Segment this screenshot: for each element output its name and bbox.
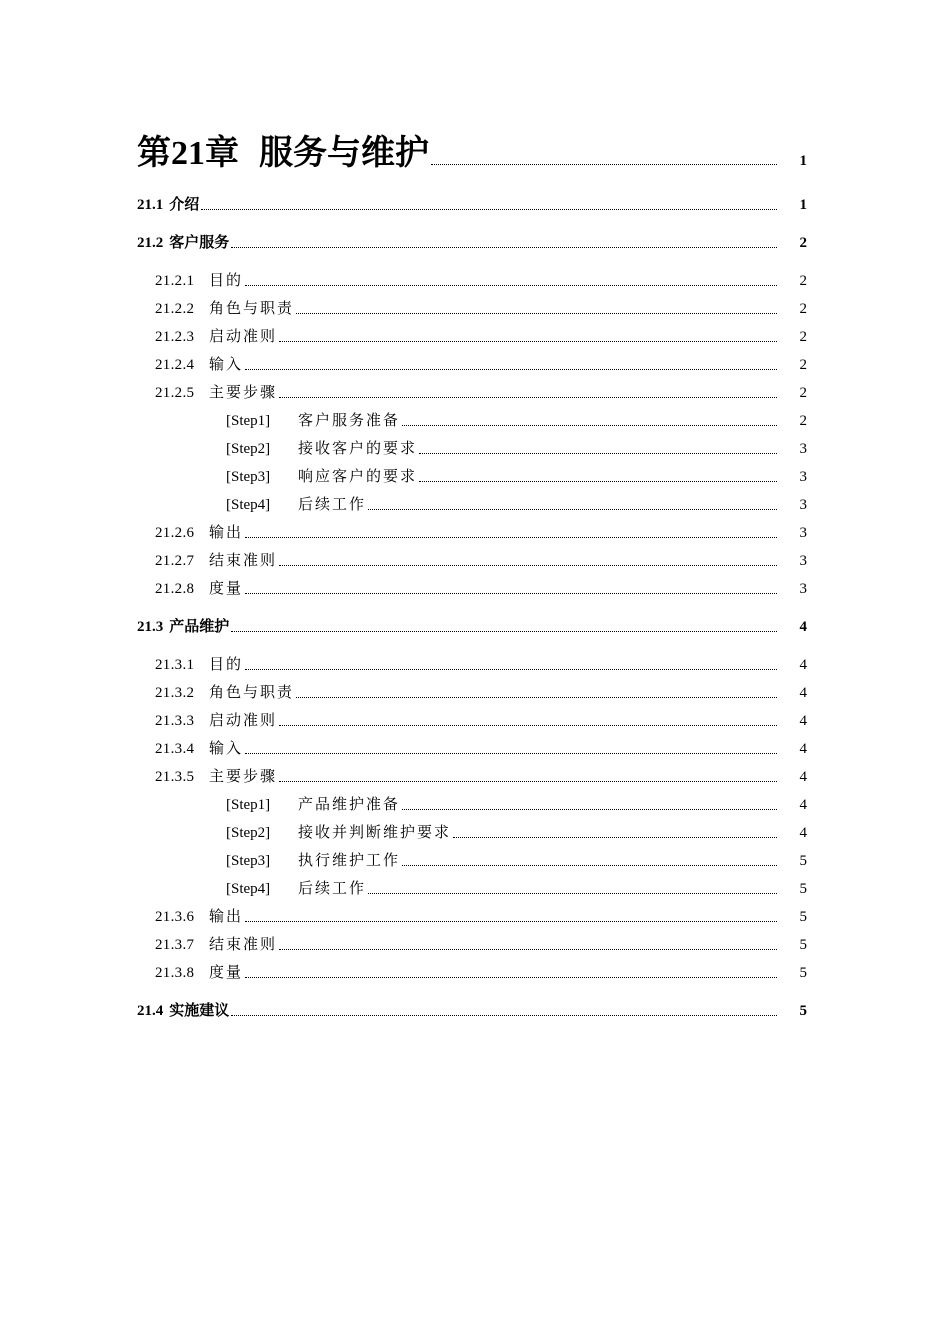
toc-page-number: 3: [799, 469, 807, 485]
toc-entry-sub[interactable]: [137, 680, 807, 702]
toc-entry-title: 度量: [209, 965, 244, 981]
toc-entry-number: 21.2.6: [155, 525, 195, 541]
toc-page-number: 4: [799, 713, 807, 729]
toc-page-number: 4: [799, 797, 807, 813]
toc-entry-sub[interactable]: [137, 576, 807, 598]
toc-entry-step[interactable]: [137, 464, 807, 486]
toc-entry-number: 21.2.1: [155, 273, 195, 289]
toc-entry-step[interactable]: [137, 492, 807, 514]
toc-entry-number: 21.3.5: [155, 769, 195, 785]
toc-entry-number: 21.3.4: [155, 741, 195, 757]
toc-entry-sub[interactable]: [137, 380, 807, 402]
toc-dot-leader: [201, 209, 777, 210]
toc-entry-title: 主要步骤: [209, 385, 278, 401]
toc-dot-leader: [419, 453, 777, 454]
toc-page-number: 4: [799, 657, 807, 673]
toc-page-number: 1: [799, 197, 807, 213]
toc-dot-leader: [231, 1015, 777, 1016]
toc-dot-leader: [245, 593, 777, 594]
toc-entry-sec[interactable]: [137, 192, 807, 214]
toc-entry-number: 21.2.3: [155, 329, 195, 345]
toc-entry-step[interactable]: [137, 820, 807, 842]
toc-entry-title: 介绍: [169, 197, 200, 213]
toc-page-number: 4: [799, 619, 807, 635]
toc-entry-sub[interactable]: [137, 520, 807, 542]
toc-dot-leader: [279, 397, 777, 398]
toc-dot-leader: [279, 949, 777, 950]
toc-dot-leader: [279, 565, 777, 566]
toc-entry-number: 21.3: [137, 619, 164, 635]
toc-dot-leader: [245, 285, 777, 286]
toc-dot-leader: [368, 509, 777, 510]
toc-dot-leader: [279, 781, 777, 782]
toc-page-number: 2: [799, 357, 807, 373]
toc-dot-leader: [419, 481, 777, 482]
toc-page-number: 4: [799, 769, 807, 785]
toc-entry-title: 执行维护工作: [298, 853, 401, 869]
toc-entry-sub[interactable]: [137, 548, 807, 570]
toc-dot-leader: [245, 753, 777, 754]
toc-chapter-title: 服务与维护: [259, 135, 429, 172]
toc-page-number: 1: [799, 153, 807, 169]
toc-page-number: 2: [799, 413, 807, 429]
toc-entry-title: 输出: [209, 525, 244, 541]
toc-entry-sub[interactable]: [137, 352, 807, 374]
toc-entry-number: 21.3.1: [155, 657, 195, 673]
toc-entry-title: 角色与职责: [209, 301, 295, 317]
toc-entry-number: [Step2]: [226, 441, 271, 457]
toc-page-number: 2: [799, 385, 807, 401]
toc-entry-number: 21.2.4: [155, 357, 195, 373]
toc-entry-number: [Step4]: [226, 497, 271, 513]
toc-dot-leader: [245, 537, 777, 538]
toc-entry-title: 后续工作: [298, 881, 367, 897]
toc-entry-number: 21.2.5: [155, 385, 195, 401]
toc-entry-number: [Step3]: [226, 853, 271, 869]
toc-entry-number: 21.2: [137, 235, 164, 251]
toc-dot-leader: [296, 313, 777, 314]
toc-entry-title: 产品维护准备: [298, 797, 401, 813]
toc-entry-title: 客户服务: [169, 235, 230, 251]
toc-page-number: 2: [799, 329, 807, 345]
toc-entry-sub[interactable]: [137, 324, 807, 346]
toc-entry-sub[interactable]: [137, 708, 807, 730]
toc-dot-leader: [245, 921, 777, 922]
toc-dot-leader: [402, 865, 777, 866]
toc-page-number: 2: [799, 235, 807, 251]
toc-page-number: 4: [799, 685, 807, 701]
toc-dot-leader: [279, 341, 777, 342]
toc-page-number: 5: [799, 881, 807, 897]
toc-entry-title: 接收客户的要求: [298, 441, 418, 457]
toc-entry-number: [Step1]: [226, 413, 271, 429]
toc-dot-leader: [431, 164, 777, 165]
toc-entry-number: [Step2]: [226, 825, 271, 841]
toc-entry-title: 输出: [209, 909, 244, 925]
toc-entry-title: 输入: [209, 741, 244, 757]
toc-entry-title: 目的: [209, 657, 244, 673]
toc-entry-number: 21.4: [137, 1003, 164, 1019]
toc-entry-number: 21.3.3: [155, 713, 195, 729]
toc-dot-leader: [402, 809, 777, 810]
toc-page-number: 4: [799, 741, 807, 757]
toc-page-number: 3: [799, 441, 807, 457]
toc-entry-sub[interactable]: [137, 960, 807, 982]
toc-dot-leader: [231, 631, 777, 632]
toc-chapter-number: 第21章: [137, 135, 239, 172]
toc-entry-sub[interactable]: [137, 736, 807, 758]
toc-entry-number: 21.2.7: [155, 553, 195, 569]
toc-entry-title: 输入: [209, 357, 244, 373]
toc-entry-sub[interactable]: [137, 764, 807, 786]
toc-entry-step[interactable]: [137, 848, 807, 870]
toc-dot-leader: [402, 425, 777, 426]
toc-entry-sub[interactable]: [137, 268, 807, 290]
toc-page-number: 3: [799, 553, 807, 569]
toc-page-number: 5: [799, 937, 807, 953]
toc-entry-title: 实施建议: [169, 1003, 230, 1019]
toc-dot-leader: [453, 837, 777, 838]
toc-page-number: 4: [799, 825, 807, 841]
toc-dot-leader: [231, 247, 777, 248]
toc-entry-number: 21.3.2: [155, 685, 195, 701]
toc-entry-number: 21.3.6: [155, 909, 195, 925]
toc-entry-sub[interactable]: [137, 296, 807, 318]
toc-entry-title: 角色与职责: [209, 685, 295, 701]
toc-entry-title: 产品维护: [169, 619, 230, 635]
toc-entry-number: [Step3]: [226, 469, 271, 485]
toc-chapter-entry[interactable]: [137, 134, 807, 174]
toc-page-number: 2: [799, 273, 807, 289]
toc-entry-number: 21.3.8: [155, 965, 195, 981]
toc-entry-title: 启动准则: [209, 329, 278, 345]
toc-entry-sec[interactable]: [137, 614, 807, 636]
toc-entry-number: 21.3.7: [155, 937, 195, 953]
toc-entry-number: [Step1]: [226, 797, 271, 813]
toc-entry-title: 主要步骤: [209, 769, 278, 785]
toc-entry-title: 接收并判断维护要求: [298, 825, 452, 841]
toc-entry-sub[interactable]: [137, 904, 807, 926]
toc-entry-title: 启动准则: [209, 713, 278, 729]
toc-entry-number: 21.1: [137, 197, 164, 213]
toc-dot-leader: [296, 697, 777, 698]
toc-entry-sec[interactable]: [137, 230, 807, 252]
toc-page-number: 3: [799, 581, 807, 597]
toc-entry-number: [Step4]: [226, 881, 271, 897]
toc-dot-leader: [279, 725, 777, 726]
toc-entry-step[interactable]: [137, 792, 807, 814]
toc-entry-step[interactable]: [137, 408, 807, 430]
toc-page-number: 5: [799, 965, 807, 981]
toc-dot-leader: [245, 977, 777, 978]
toc-entry-sub[interactable]: [137, 932, 807, 954]
toc-entry-sec[interactable]: [137, 998, 807, 1020]
toc-entry-title: 结束准则: [209, 553, 278, 569]
toc-entry-title: 度量: [209, 581, 244, 597]
toc-entry-step[interactable]: [137, 436, 807, 458]
toc-page-number: 3: [799, 497, 807, 513]
toc-entry-title: 目的: [209, 273, 244, 289]
toc-dot-leader: [368, 893, 777, 894]
toc-entry-sub[interactable]: [137, 652, 807, 674]
toc-page-number: 5: [799, 909, 807, 925]
toc-page-number: 2: [799, 301, 807, 317]
toc-entry-number: 21.2.2: [155, 301, 195, 317]
toc-dot-leader: [245, 669, 777, 670]
toc-entry-title: 客户服务准备: [298, 413, 401, 429]
toc-entry-step[interactable]: [137, 876, 807, 898]
toc-page-number: 3: [799, 525, 807, 541]
toc-entry-title: 结束准则: [209, 937, 278, 953]
toc-page-number: 5: [799, 1003, 807, 1019]
toc-page-number: 5: [799, 853, 807, 869]
toc-entry-title: 后续工作: [298, 497, 367, 513]
toc-dot-leader: [245, 369, 777, 370]
toc-entry-number: 21.2.8: [155, 581, 195, 597]
toc-entry-title: 响应客户的要求: [298, 469, 418, 485]
